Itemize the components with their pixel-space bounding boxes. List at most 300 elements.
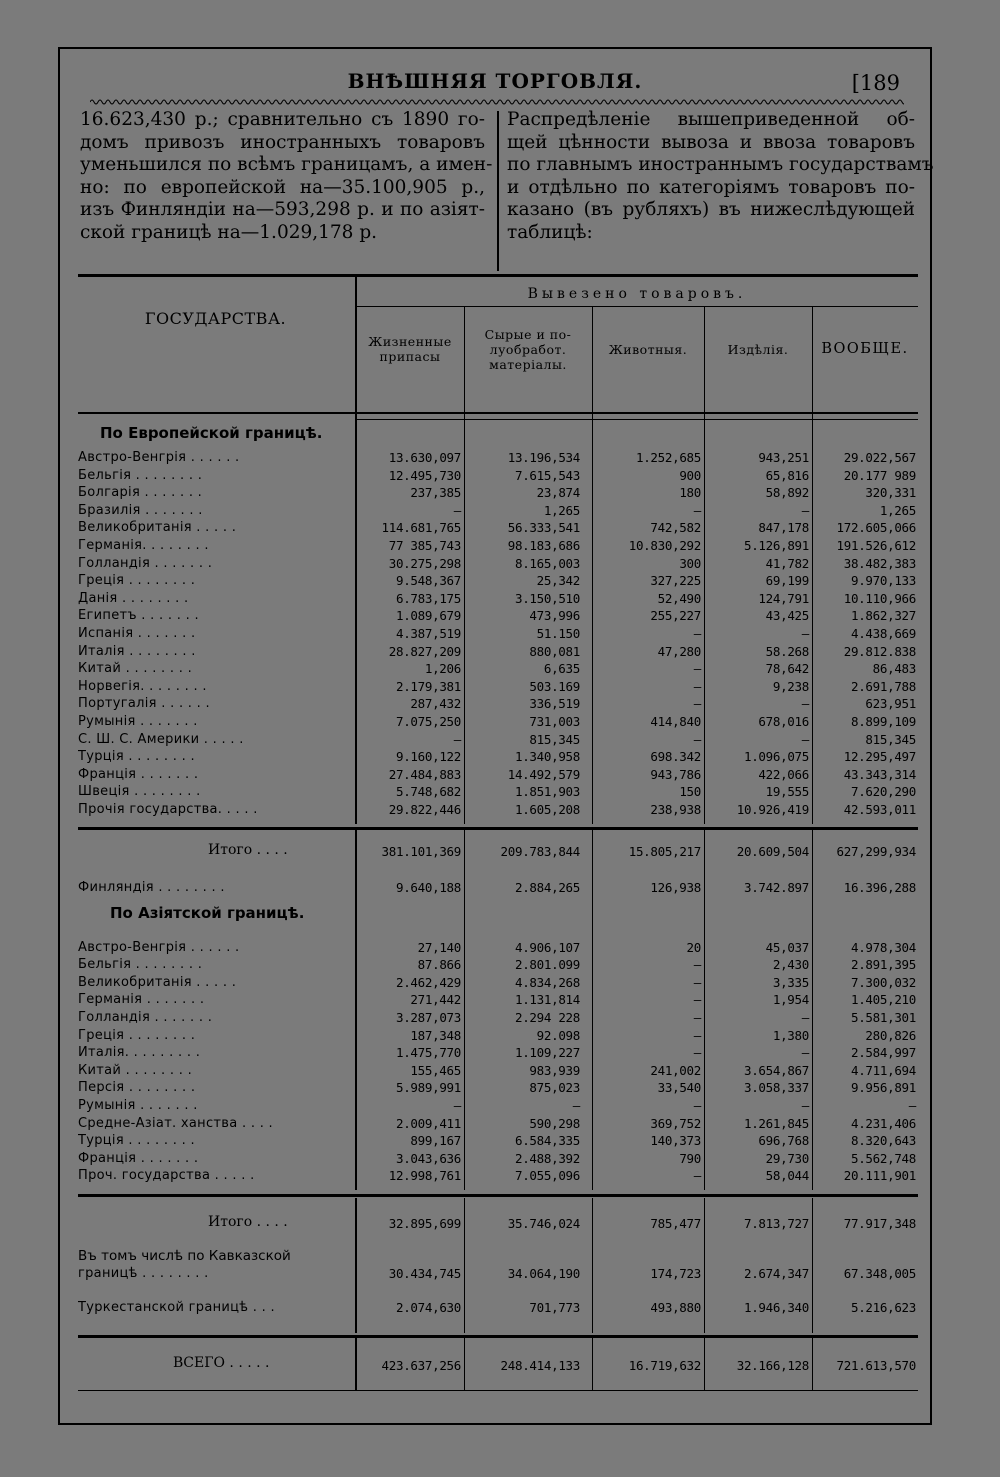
value-cell: 20.111,901 (843, 1168, 916, 1184)
section-rule (78, 1335, 918, 1338)
column-rule (592, 1198, 593, 1333)
value-cell: 4.711,694 (850, 1062, 916, 1078)
row-label: Турція . . . . . . . . (78, 749, 195, 765)
state-column-header: ГОСУДАРСТВА. (144, 309, 287, 328)
wavy-rule (90, 97, 904, 107)
value-cell: — (801, 626, 809, 641)
value-cell: 847,178 (758, 520, 809, 536)
section-rule (78, 1194, 918, 1197)
value-cell: 78,642 (765, 661, 809, 677)
value-cell: 58,044 (765, 1168, 809, 1184)
row-label: Китай . . . . . . . . (78, 661, 193, 677)
value-cell: 731,003 (529, 714, 580, 729)
value-cell: 4.387,519 (395, 626, 461, 641)
column-header-food: Жизненные припасы (368, 334, 452, 364)
row-label: Норвегія. . . . . . . . (78, 678, 207, 694)
grand-total-label: ВСЕГО . . . . . (173, 1355, 270, 1371)
value-cell: 4.438,669 (850, 626, 916, 641)
section-title-european: По Европейской границѣ. (100, 424, 323, 442)
paragraph-left (80, 109, 493, 244)
value-cell: 23,874 (536, 485, 580, 501)
row-label: Проч. государства . . . . . (78, 1168, 255, 1184)
value-cell: 1.261,845 (743, 1115, 809, 1131)
value-cell: 238,938 (650, 802, 701, 817)
page-title: ВНѢШНЯЯ ТОРГОВЛЯ. (347, 69, 643, 93)
value-cell: 815,345 (529, 731, 580, 747)
row-label: Голландія . . . . . . . (78, 1010, 213, 1025)
value-cell: — (693, 626, 701, 641)
value-cell: — (693, 678, 701, 694)
value-cell: 150 (679, 784, 701, 800)
row-label: границѣ . . . . . . . . (78, 1266, 209, 1281)
value-cell: 9.970,133 (850, 573, 916, 589)
value-cell: 19,555 (765, 784, 809, 800)
value-cell: 58.268 (765, 643, 809, 659)
value-cell: 2.884,265 (514, 879, 580, 895)
value-cell: — (693, 974, 701, 990)
value-cell: 87.866 (417, 957, 461, 973)
row-label: Швеція . . . . . . . . (78, 784, 201, 800)
value-cell: 7.075,250 (395, 714, 461, 729)
table-row (78, 1168, 918, 1186)
value-cell: 1.405,210 (850, 992, 916, 1008)
value-cell: 1.862,327 (850, 608, 916, 624)
table-bottom-rule (78, 1390, 918, 1391)
value-cell: — (801, 696, 809, 712)
value-cell: 33,540 (657, 1080, 701, 1096)
value-cell: 51.150 (536, 626, 580, 641)
header-bottom-rule-2 (356, 419, 918, 420)
value-cell: — (693, 992, 701, 1008)
value-cell: 3.150,510 (514, 590, 580, 606)
finland-row (78, 880, 918, 898)
row-label: Бельгія . . . . . . . . (78, 957, 203, 973)
row-label: Румынія . . . . . . . (78, 714, 198, 729)
row-label: Франція . . . . . . . (78, 766, 199, 782)
value-cell: 900 (679, 467, 701, 483)
value-cell: 6,635 (543, 661, 580, 677)
value-cell: 493,880 (650, 1300, 701, 1315)
row-label: Турція . . . . . . . . (78, 1133, 195, 1149)
row-label: Италія . . . . . . . . (78, 643, 196, 659)
eu-total-label: Итого . . . . (208, 841, 288, 858)
value-cell: 701,773 (529, 1300, 580, 1315)
value-cell: 56.333,541 (507, 520, 580, 536)
table-row (78, 644, 918, 662)
value-cell: 742,582 (650, 520, 701, 536)
value-cell: 58,892 (765, 485, 809, 501)
value-cell: 5.748,682 (395, 784, 461, 800)
value-cell: 20 (686, 939, 701, 955)
column-divider (497, 111, 499, 271)
row-label: Финляндія . . . . . . . . (78, 879, 225, 895)
value-cell: 1,265 (879, 502, 916, 518)
value-cell: 6.783,175 (395, 590, 461, 606)
table-row (78, 1045, 918, 1063)
column-rule (464, 306, 465, 824)
value-cell: 29,730 (765, 1150, 809, 1166)
value-cell: 9.640,188 (395, 879, 461, 895)
value-cell: 14.492,579 (507, 766, 580, 782)
row-label: Греція . . . . . . . . (78, 573, 196, 589)
value-cell: 10.110,966 (843, 590, 916, 606)
table-row (78, 749, 918, 767)
value-cell: 7.055,096 (514, 1168, 580, 1184)
value-cell: — (693, 661, 701, 677)
row-label: Болгарія . . . . . . . (78, 485, 203, 501)
table-row (78, 626, 918, 644)
value-cell: 1,265 (543, 502, 580, 518)
value-cell: 943,251 (758, 450, 809, 465)
value-cell: — (572, 1098, 580, 1113)
value-cell: 414,840 (650, 714, 701, 729)
value-cell: — (908, 1098, 916, 1113)
value-cell: 237,385 (410, 485, 461, 501)
value-cell: 320,331 (865, 485, 916, 501)
value-cell: 983,939 (529, 1062, 580, 1078)
value-cell: 155,465 (410, 1062, 461, 1078)
value-cell: 29.812.838 (843, 643, 916, 659)
row-label: Португалія . . . . . . (78, 696, 210, 712)
value-cell: 248.414,133 (500, 1358, 580, 1373)
row-label: Прочія государства. . . . . (78, 802, 258, 817)
row-label: Греція . . . . . . . . (78, 1027, 196, 1043)
value-cell: 623,951 (865, 696, 916, 712)
asia-total-label: Итого . . . . (208, 1214, 288, 1230)
value-cell: 42.593,011 (843, 802, 916, 817)
text-line: ской границѣ на—1.029,178 р. (80, 221, 378, 243)
value-cell: 29.022,567 (843, 450, 916, 465)
value-cell: 8.899,109 (850, 714, 916, 729)
value-cell: 3.742.897 (743, 879, 809, 895)
value-cell: 369,752 (650, 1115, 701, 1131)
table-row (78, 450, 918, 468)
value-cell: 43,425 (765, 608, 809, 624)
value-cell: 45,037 (765, 939, 809, 955)
paragraph-right (507, 109, 934, 244)
column-rule (355, 1198, 357, 1333)
caucasus-row (78, 1266, 918, 1284)
table-row (78, 608, 918, 626)
value-cell: 20.177 989 (843, 467, 916, 483)
table-row (78, 1010, 918, 1028)
value-cell: 38.482,383 (843, 555, 916, 571)
value-cell: 69,199 (765, 573, 809, 589)
value-cell: — (693, 1045, 701, 1061)
value-cell: 2.674,347 (743, 1266, 809, 1281)
value-cell: 1.946,340 (743, 1300, 809, 1315)
value-cell: — (801, 502, 809, 518)
value-cell: 47,280 (657, 643, 701, 659)
value-cell: 5.126,891 (743, 538, 809, 553)
value-cell: 124,791 (758, 590, 809, 606)
value-cell: 2.488,392 (514, 1150, 580, 1166)
text-line: 16.623,430 р.; сравнительно съ 1890 го- (80, 109, 485, 130)
value-cell: — (453, 502, 461, 518)
text-line: Распредѣленіе вышеприведенной об- (507, 109, 915, 130)
value-cell: 16.396,288 (843, 879, 916, 895)
table-row (78, 591, 918, 609)
value-cell: — (693, 1168, 701, 1184)
text-line: но: по европейской на—35.100,905 р., (80, 176, 485, 198)
table-row (78, 538, 918, 556)
value-cell: — (693, 1010, 701, 1025)
table-row (78, 767, 918, 785)
value-cell: — (801, 1010, 809, 1025)
column-rule (592, 830, 593, 1190)
column-rule (464, 1338, 465, 1390)
table-row (78, 1098, 918, 1116)
value-cell: 86,483 (872, 661, 916, 677)
column-rule (704, 1338, 705, 1390)
value-cell: 4.834,268 (514, 974, 580, 990)
value-cell: 785,477 (650, 1216, 701, 1231)
section-rule (78, 827, 918, 830)
table-row (78, 520, 918, 538)
row-label: Австро-Венгрія . . . . . . (78, 939, 240, 955)
value-cell: 35.746,024 (507, 1216, 580, 1231)
row-label: Италія. . . . . . . . . (78, 1045, 201, 1061)
column-rule (704, 830, 705, 1190)
value-cell: 241,002 (650, 1062, 701, 1078)
value-cell: 43.343,314 (843, 766, 916, 782)
turkestan-row (78, 1300, 918, 1318)
value-cell: 880,081 (529, 643, 580, 659)
document-page (58, 47, 932, 1425)
value-cell: 114.681,765 (381, 520, 461, 536)
row-label: Румынія . . . . . . . (78, 1098, 198, 1113)
value-cell: 8.165,003 (514, 555, 580, 571)
value-cell: 899,167 (410, 1133, 461, 1149)
table-row (78, 732, 918, 750)
value-cell: 187,348 (410, 1027, 461, 1043)
value-cell: 1.131,814 (514, 992, 580, 1008)
table-row (78, 573, 918, 591)
value-cell: 2.009,411 (395, 1115, 461, 1131)
value-cell: 30.434,745 (388, 1266, 461, 1281)
text-line: уменьшился по всѣмъ границамъ, а имен- (80, 154, 493, 175)
value-cell: 698.342 (650, 749, 701, 765)
value-cell: 16.719,632 (628, 1358, 701, 1373)
value-cell: 1.109,227 (514, 1045, 580, 1061)
value-cell: 13.196,534 (507, 450, 580, 465)
value-cell: 5.216,623 (850, 1300, 916, 1315)
column-rule (464, 1198, 465, 1333)
value-cell: 875,023 (529, 1080, 580, 1096)
column-rule (355, 1338, 357, 1390)
value-cell: 10.830,292 (628, 538, 701, 553)
section-title-asian: По Азіятской границѣ. (110, 903, 305, 922)
value-cell: 2,430 (772, 957, 809, 973)
value-cell: 10.926,419 (736, 802, 809, 817)
value-cell: 34.064,190 (507, 1266, 580, 1281)
text-line: таблицѣ: (507, 221, 593, 243)
value-cell: 209.783,844 (500, 843, 580, 859)
text-line: и отдѣльно по категоріямъ товаровъ по- (507, 176, 915, 198)
value-cell: 2.891,395 (850, 957, 916, 973)
value-cell: 5.562,748 (850, 1150, 916, 1166)
text-line: щей цѣнности вывоза и ввоза товаровъ (507, 131, 915, 153)
value-cell: 2.294 228 (514, 1010, 580, 1025)
value-cell: 27.484,883 (388, 766, 461, 782)
value-cell: 1.096,075 (743, 749, 809, 765)
value-cell: 12.495,730 (388, 467, 461, 483)
value-cell: 327,225 (650, 573, 701, 589)
value-cell: 7.813,727 (743, 1216, 809, 1231)
value-cell: 3.287,073 (395, 1010, 461, 1025)
value-cell: 13.630,097 (388, 450, 461, 465)
column-rule (812, 306, 813, 824)
value-cell: — (693, 502, 701, 518)
row-label: Туркестанской границѣ . . . (78, 1300, 275, 1315)
value-cell: — (693, 957, 701, 973)
row-label: Испанія . . . . . . . (78, 626, 196, 641)
value-cell: — (693, 696, 701, 712)
value-cell: 3.058,337 (743, 1080, 809, 1096)
value-cell: 422,066 (758, 766, 809, 782)
value-cell: 9.548,367 (395, 573, 461, 589)
value-cell: 423.637,256 (381, 1358, 461, 1373)
value-cell: 4.231,406 (850, 1115, 916, 1131)
value-cell: — (801, 731, 809, 747)
table-row (78, 661, 918, 679)
column-header-total: ВООБЩЕ. (821, 340, 909, 357)
value-cell: 1,380 (772, 1027, 809, 1043)
exported-header: Вывезено товаровъ. (527, 286, 747, 302)
value-cell: 32.895,699 (388, 1216, 461, 1231)
value-cell: 28.827,209 (388, 643, 461, 659)
table-row (78, 802, 918, 820)
table-row (78, 975, 918, 993)
value-cell: 2.691,788 (850, 678, 916, 694)
table-row (78, 957, 918, 975)
table-row (78, 714, 918, 732)
row-label: Голландія . . . . . . . (78, 555, 213, 571)
text-line: изъ Финляндіи на—593,298 р. и по азіят- (80, 199, 485, 220)
value-cell: 1.340,958 (514, 749, 580, 765)
value-cell: 790 (679, 1150, 701, 1166)
column-rule (592, 306, 593, 824)
caucasus-label-1: Въ томъ числѣ по Кавказской (78, 1248, 291, 1264)
column-rule (464, 830, 465, 1190)
value-cell: 1.605,208 (514, 802, 580, 817)
row-label: Египетъ . . . . . . . (78, 608, 199, 624)
column-rule (812, 1338, 813, 1390)
value-cell: 27,140 (417, 939, 461, 955)
row-label: Великобританія . . . . . (78, 974, 237, 990)
value-cell: 65,816 (765, 467, 809, 483)
row-label: Китай . . . . . . . . (78, 1062, 193, 1078)
value-cell: 12.295,497 (843, 749, 916, 765)
row-label: Данія . . . . . . . . (78, 590, 189, 606)
value-cell: — (801, 1045, 809, 1061)
value-cell: 32.166,128 (736, 1358, 809, 1373)
value-cell: — (693, 1027, 701, 1043)
table-row (78, 1133, 918, 1151)
row-label: Средне-Азіат. ханства . . . . (78, 1115, 273, 1131)
value-cell: 1.851,903 (514, 784, 580, 800)
value-cell: — (801, 1098, 809, 1113)
row-label: Германія . . . . . . . (78, 992, 205, 1008)
table-top-rule (78, 274, 918, 277)
value-cell: 7.620,290 (850, 784, 916, 800)
value-cell: 721.613,570 (836, 1358, 916, 1373)
column-header-raw: Сырые и по-луобработ. матеріалы. (484, 326, 572, 372)
table-row (78, 940, 918, 958)
value-cell: 15.805,217 (628, 843, 701, 859)
value-cell: 25,342 (536, 573, 580, 589)
value-cell: 678,016 (758, 714, 809, 729)
table-row (78, 1080, 918, 1098)
value-cell: 92.098 (536, 1027, 580, 1043)
table-row (78, 1151, 918, 1169)
value-cell: 1,206 (424, 661, 461, 677)
value-cell: 1.089,679 (395, 608, 461, 624)
value-cell: 9,238 (772, 678, 809, 694)
header-bottom-rule (78, 412, 918, 414)
value-cell: 77 385,743 (388, 538, 461, 553)
value-cell: 2.462,429 (395, 974, 461, 990)
value-cell: 12.998,761 (388, 1168, 461, 1184)
row-label: Бельгія . . . . . . . . (78, 467, 203, 483)
value-cell: 3.654,867 (743, 1062, 809, 1078)
row-label: Австро-Венгрія . . . . . . (78, 450, 240, 465)
column-rule (704, 1198, 705, 1333)
column-rule (355, 830, 357, 1190)
value-cell: 5.581,301 (850, 1010, 916, 1025)
value-cell: 381.101,369 (381, 843, 461, 859)
value-cell: 9.160,122 (395, 749, 461, 765)
value-cell: 287,432 (410, 696, 461, 712)
table-row (78, 1116, 918, 1134)
value-cell: 473,996 (529, 608, 580, 624)
value-cell: 191.526,612 (836, 538, 916, 553)
value-cell: 98.183,686 (507, 538, 580, 553)
value-cell: 255,227 (650, 608, 701, 624)
table-row (78, 784, 918, 802)
value-cell: 2.584,997 (850, 1045, 916, 1061)
value-cell: 8.320,643 (850, 1133, 916, 1149)
value-cell: 696,768 (758, 1133, 809, 1149)
value-cell: 20.609,504 (736, 843, 809, 859)
table-row (78, 1028, 918, 1046)
value-cell: 3,335 (772, 974, 809, 990)
value-cell: 30.275,298 (388, 555, 461, 571)
asia-total-row (78, 1216, 918, 1234)
value-cell: 67.348,005 (843, 1266, 916, 1281)
column-rule (355, 274, 357, 824)
value-cell: — (693, 731, 701, 747)
value-cell: 6.584,335 (514, 1133, 580, 1149)
column-rule (812, 830, 813, 1190)
column-header-animals: Животныя. (608, 341, 688, 357)
value-cell: 3.043,636 (395, 1150, 461, 1166)
value-cell: 4.978,304 (850, 939, 916, 955)
text-line: казано (въ рубляхъ) въ нижеслѣдующей (507, 199, 915, 220)
table-row (78, 1063, 918, 1081)
value-cell: 7.300,032 (850, 974, 916, 990)
table-row (78, 992, 918, 1010)
value-cell: 77.917,348 (843, 1216, 916, 1231)
value-cell: 590,298 (529, 1115, 580, 1131)
value-cell: 336,519 (529, 696, 580, 712)
table-row (78, 503, 918, 521)
value-cell: 172.605,066 (836, 520, 916, 536)
column-rule (704, 306, 705, 824)
value-cell: 7.615,543 (514, 467, 580, 483)
value-cell: 2.801.099 (514, 957, 580, 973)
table-row (78, 556, 918, 574)
